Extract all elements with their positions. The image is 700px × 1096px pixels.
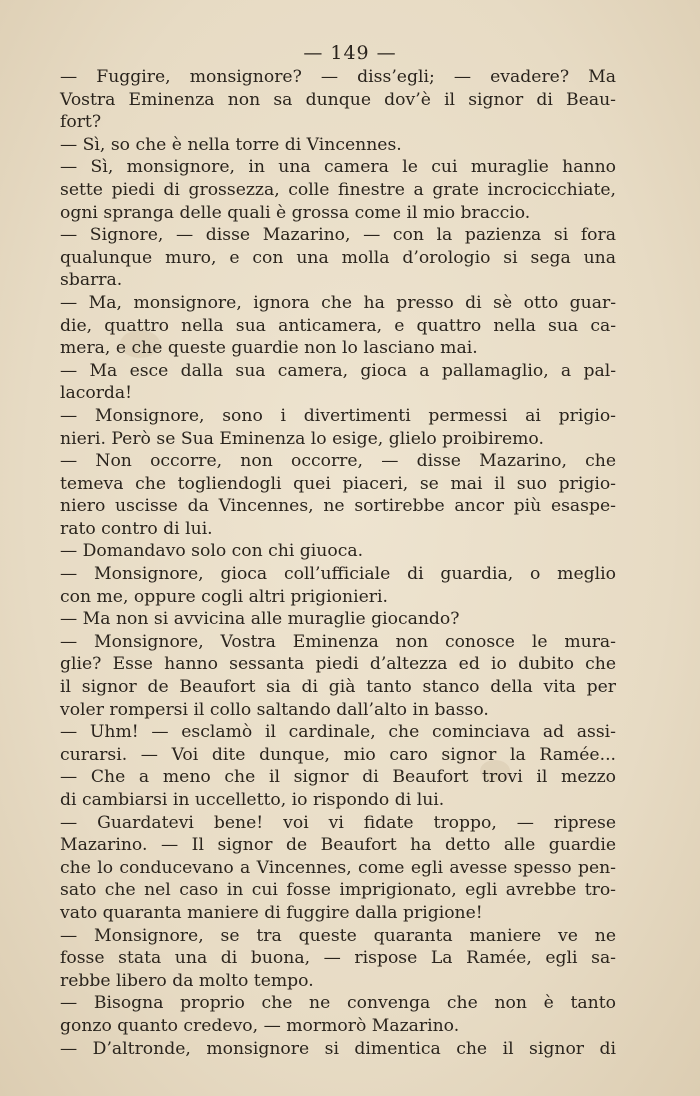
text-line: voler rompersi il collo saltando dall’alto in basso.: [60, 699, 489, 720]
text-line: vato quaranta maniere di fuggire dalla prigione!: [60, 902, 483, 923]
text-line: che lo conducevano a Vincennes, come egli avesse spesso pen-: [60, 857, 616, 878]
text-line: — Monsignore, gioca coll’ufficiale di guardia, o meglio: [60, 564, 616, 585]
text-line: temeva che togliendogli quei piaceri, se mai il suo prigio-: [60, 473, 616, 494]
text-line: — Sì, so che è nella torre di Vincennes.: [60, 134, 402, 155]
text-line: nieri. Però se Sua Eminenza lo esige, glielo proibiremo.: [60, 428, 544, 449]
text-line: — Fuggire, monsignore? — diss’egli; — evadere? Ma: [60, 67, 616, 87]
text-line: — Ma esce dalla sua camera, gioca a pallamaglio, a pal-: [60, 360, 616, 381]
text-line: — Sì, monsignore, in una camera le cui muraglie hanno: [60, 157, 616, 178]
text-line: curarsi. — Voi dite dunque, mio caro signor la Ramée...: [60, 744, 616, 765]
text-line: — Domandavo solo con chi giuoca.: [60, 541, 364, 562]
text-line: — Monsignore, se tra queste quaranta maniere ve ne: [60, 925, 616, 946]
text-line: Mazarino. — Il signor de Beaufort ha detto alle guardie: [60, 835, 616, 856]
text-line: die, quattro nella sua anticamera, e quattro nella sua ca-: [60, 315, 616, 336]
text-line: gonzo quanto credevo, — mormorò Mazarino.: [60, 1015, 460, 1036]
text-line: mera, e che queste guardie non lo lasciano mai.: [60, 338, 478, 359]
text-line: lacorda!: [60, 383, 133, 404]
text-line: — Non occorre, non occorre, — disse Mazarino, che: [60, 451, 616, 472]
page-number: — 149 —: [303, 42, 397, 64]
text-line: rebbe libero da molto tempo.: [60, 970, 314, 991]
text-line: sette piedi di grossezza, colle finestre a grate incrocicchiate,: [60, 179, 616, 200]
text-line: — Uhm! — esclamò il cardinale, che cominciava ad assi-: [60, 722, 616, 743]
text-line: ogni spranga delle quali è grossa come il mio braccio.: [60, 202, 531, 223]
text-line: — Guardatevi bene! voi vi fidate troppo, — riprese: [60, 812, 616, 833]
text-line: — Monsignore, Vostra Eminenza non conosce le mura-: [60, 631, 616, 652]
text-line: — Ma, monsignore, ignora che ha presso di sè otto guar-: [60, 292, 616, 313]
text-line: — Signore, — disse Mazarino, — con la pazienza si fora: [60, 225, 616, 246]
text-line: fosse stata una di buona, — rispose La Ramée, egli sa-: [60, 948, 616, 969]
page-body-text: [60, 66, 616, 1060]
text-line: fort?: [60, 112, 102, 133]
text-line: di cambiarsi in uccelletto, io rispondo di lui.: [60, 790, 445, 810]
text-line: — Che a meno che il signor di Beaufort trovi il mezzo: [60, 767, 616, 788]
text-line: il signor de Beaufort sia di già tanto stanco della vita per: [60, 677, 616, 698]
text-line: sbarra.: [60, 270, 123, 291]
text-line: con me, oppure cogli altri prigionieri.: [60, 586, 388, 607]
text-line: niero uscisse da Vincennes, ne sortirebbe ancor più esaspe-: [60, 496, 616, 517]
text-line: qualunque muro, e con una molla d’orologio si sega una: [60, 247, 616, 268]
text-line: glie? Esse hanno sessanta piedi d’altezza ed io dubito che: [60, 654, 616, 675]
text-line: — Ma non si avvicina alle muraglie giocando?: [60, 609, 460, 630]
text-line: — Monsignore, sono i divertimenti permessi ai prigio-: [60, 405, 616, 426]
text-line: — Bisogna proprio che ne convenga che non è tanto: [60, 993, 616, 1014]
text-line: sato che nel caso in cui fosse imprigionato, egli avrebbe tro-: [60, 880, 616, 901]
text-line: — D’altronde, monsignore si dimentica che il signor di: [60, 1038, 616, 1059]
text-line: Vostra Eminenza non sa dunque dov’è il signor di Beau-: [60, 89, 616, 110]
text-line: rato contro di lui.: [60, 518, 213, 539]
